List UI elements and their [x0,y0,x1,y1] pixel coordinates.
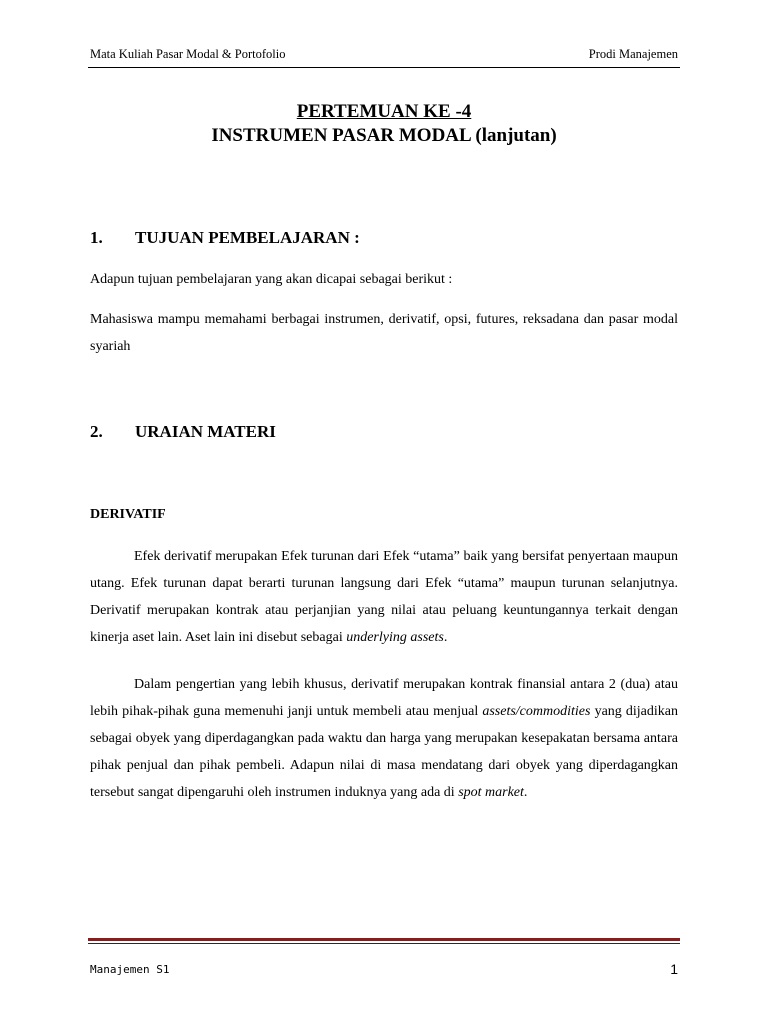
footer-rule-thick [88,938,680,941]
paragraph-2-italic-term-b: spot market [458,785,524,800]
footer-rule-thin [88,943,680,944]
paragraph-2-end: . [523,785,528,800]
section-1-goal: Mahasiswa mampu memahami berbagai instrumen, derivatif, opsi, futures, reksadana dan pasar modal syariah [90,312,678,354]
paragraph-derivatif-2 [90,671,678,806]
paragraph-1-italic-term: underlying assets [346,630,444,645]
paragraph-1-end: . [443,630,448,645]
section-1-number: 1. [90,228,103,247]
page-number: 1 [670,961,678,977]
subheading-derivatif: DERIVATIF [90,507,166,522]
section-2-title: URAIAN MATERI [135,422,276,441]
title-block [88,100,680,148]
paragraph-2-text-b: yang dijadikan sebagai obyek yang diperdagangkan pada waktu dan harga yang merupakan kesepakatan bersama antara pihak penjual dan pihak pembeli. Adapun nilai di masa mendatang dari obyek yang diperdagangkan tersebut sangat dipengaruhi oleh instrumen induknya yang ada di [90,704,678,800]
page-subtitle: INSTRUMEN PASAR MODAL (lanjutan) [211,125,557,146]
header-department: Prodi Manajemen [588,47,678,61]
section-2-number: 2. [90,422,103,441]
paragraph-1-text: Efek derivatif merupakan Efek turunan dari Efek “utama” baik yang bersifat penyertaan maupun utang. Efek turunan dapat berarti turunan langsung dari Efek “utama” maupun turunan selanjutnya. Derivatif merupakan kontrak atau perjanjian yang nilai atau peluang keuntungannya terkait dengan kinerja aset lain. Aset lain ini disebut sebagai [90,549,678,645]
header-course-title: Mata Kuliah Pasar Modal & Portofolio [90,47,286,61]
page-title: PERTEMUAN KE -4 [296,101,472,122]
header-rule [88,67,680,68]
section-1-title: TUJUAN PEMBELAJARAN : [135,228,360,247]
footer-program: Manajemen S1 [90,963,170,976]
section-2-heading [90,421,276,443]
paragraph-2-italic-term-a: assets/commodities [482,704,591,719]
section-1-heading [90,227,360,249]
paragraph-derivatif-1 [90,543,678,651]
section-1-intro: Adapun tujuan pembelajaran yang akan dicapai sebagai berikut : [90,272,453,287]
paragraph-2-text-a: Dalam pengertian yang lebih khusus, derivatif merupakan kontrak finansial antara 2 (dua) atau lebih pihak-pihak guna memenuhi janji untuk membeli atau menjual [90,677,678,719]
